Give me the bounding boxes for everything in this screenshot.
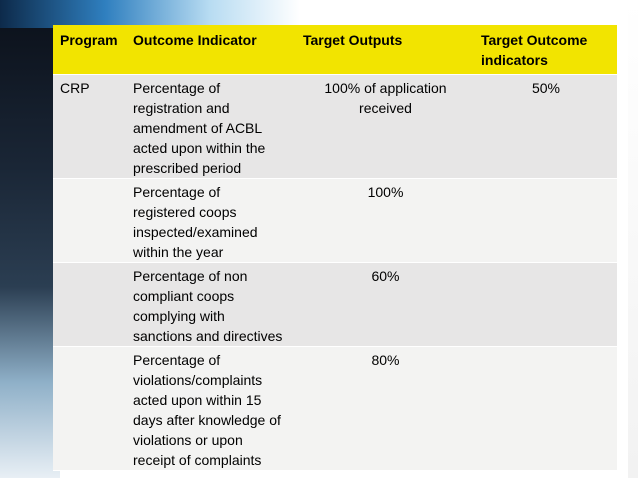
header-program: Program [53,25,126,75]
cell-program: CRP [53,75,126,179]
cell-target-outcome: 50% [474,75,617,179]
header-target-outcome-indicators: Target Outcome indicators [474,25,617,75]
header-outcome-indicator: Outcome Indicator [126,25,296,75]
cell-program [53,263,126,347]
table-header-row [53,25,617,75]
outcome-table [53,25,617,471]
table-row [53,179,617,263]
cell-outcome-indicator: Percentage of non compliant coops complying with sanctions and directives [126,263,296,347]
cell-outcome-indicator: Percentage of registered coops inspected/examined within the year [126,179,296,263]
background-right-edge [628,0,638,478]
cell-target-outcome [474,347,617,471]
background-left-band [0,0,60,478]
cell-target-outcome [474,263,617,347]
table-row [53,75,617,179]
cell-target-output: 100% [296,179,474,263]
cell-target-output: 100% of application received [296,75,474,179]
table-row [53,347,617,471]
table-row [53,263,617,347]
cell-target-output: 60% [296,263,474,347]
cell-target-output: 80% [296,347,474,471]
cell-target-outcome [474,179,617,263]
cell-program [53,347,126,471]
cell-outcome-indicator: Percentage of registration and amendment of ACBL acted upon within the prescribed period [126,75,296,179]
cell-outcome-indicator: Percentage of violations/complaints acted upon within 15 days after knowledge of violations or upon receipt of complaints [126,347,296,471]
header-target-outputs: Target Outputs [296,25,474,75]
cell-program [53,179,126,263]
